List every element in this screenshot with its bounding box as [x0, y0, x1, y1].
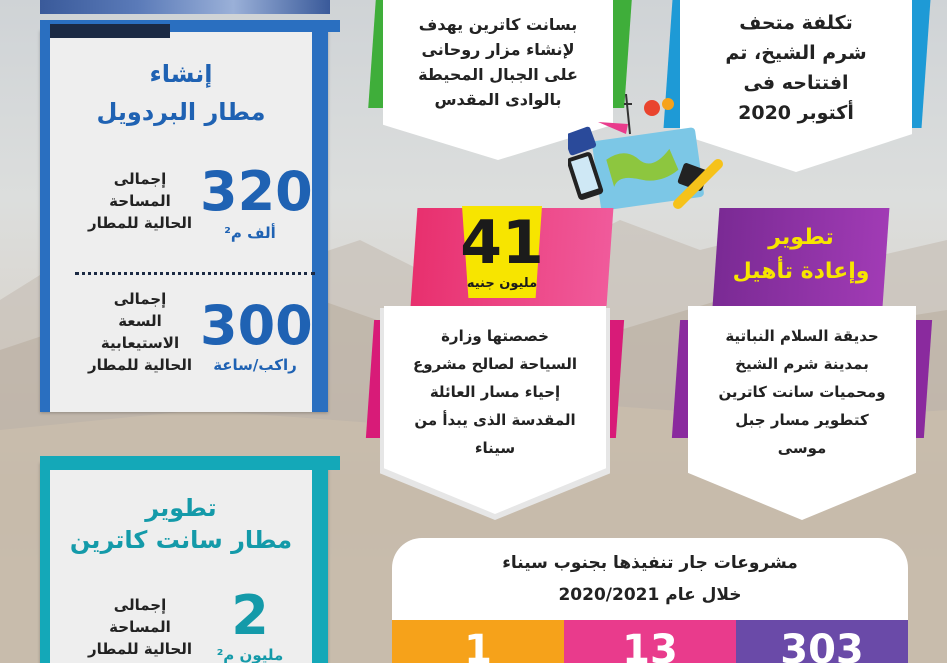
develop-line1: تطوير — [768, 225, 834, 250]
card2-stat1-desc — [80, 594, 200, 660]
text-line: حديقة السلام النباتية — [725, 327, 879, 345]
ministry-text — [388, 322, 602, 462]
develop-line2: وإعادة تأهيل — [732, 259, 870, 284]
text-line: كتطوير مسار جبل — [735, 411, 869, 429]
amount-unit: مليون جنيه — [466, 276, 538, 291]
card1-stat1-desc — [80, 168, 200, 234]
card2-subheading: مطار سانت كاترين — [69, 526, 293, 554]
desc-line: السعة — [118, 312, 162, 330]
project-count-bars — [392, 620, 908, 663]
card1-stat2-unit: راكب/ساعة — [213, 356, 297, 374]
card1-stat2-desc — [80, 288, 200, 376]
count-bar-pink — [564, 620, 736, 663]
text-line: المقدسة الذى يبدأ من — [414, 411, 576, 429]
text-line: موسى — [777, 439, 827, 457]
card1-stat1-unit: ألف م² — [224, 224, 276, 242]
text-line: شرم الشيخ، تم — [725, 42, 867, 64]
count-bar-purple — [736, 620, 908, 663]
text-line: تكلفة متحف — [739, 12, 853, 34]
text-line: ومحميات سانت كاترين — [718, 383, 886, 401]
card2-stat1-unit: مليون م² — [216, 646, 284, 663]
card2-heading: تطوير — [145, 494, 217, 522]
text-line: خصصتها وزارة — [441, 327, 549, 345]
building-photo-strip — [40, 0, 330, 14]
text-line: بسانت كاترين يهدف — [418, 15, 578, 34]
ongoing-projects-subtitle: خلال عام 2020/2021 — [558, 585, 742, 605]
desc-line: الحالية للمطار — [88, 356, 192, 374]
desc-line: الحالية للمطار — [88, 640, 192, 658]
card1-stat1-value: 320 — [200, 160, 313, 223]
card-header-bar — [50, 24, 170, 38]
card1-stat2-value: 300 — [200, 294, 313, 357]
text-line: افتتاحه فى — [743, 72, 849, 94]
bardawil-airport-card — [40, 30, 328, 412]
travel-map-illustration — [568, 94, 728, 226]
text-line: لإنشاء مزار روحانى — [421, 40, 575, 59]
desc-line: إجمالى — [113, 290, 167, 308]
text-line: بالوادى المقدس — [434, 90, 562, 109]
card1-heading: إنشاء — [149, 60, 213, 88]
text-line: أكتوبر 2020 — [738, 102, 854, 124]
ongoing-projects-title: مشروعات جار تنفيذها بجنوب سيناء — [502, 553, 798, 573]
amount-value: 41 — [460, 208, 544, 278]
text-line: بمدينة شرم الشيخ — [735, 355, 869, 373]
desc-line: إجمالى — [113, 596, 167, 614]
desc-line: المساحة — [109, 618, 171, 636]
card2-stat1-value: 2 — [231, 584, 269, 647]
count-bar-orange — [392, 620, 564, 663]
count-value: 1 — [464, 627, 492, 663]
desc-line: الاستيعابية — [100, 334, 180, 352]
desc-line: المساحة — [109, 192, 171, 210]
desc-line: الحالية للمطار — [88, 214, 192, 232]
garden-text — [692, 322, 912, 462]
desc-line: إجمالى — [113, 170, 167, 188]
text-line: سيناء — [474, 439, 516, 457]
card1-subheading: مطار البردويل — [96, 98, 266, 126]
count-value: 13 — [622, 627, 678, 663]
divider-dotted — [75, 272, 315, 275]
text-line: إحياء مسار العائلة — [429, 383, 561, 401]
text-line: السياحة لصالح مشروع — [412, 355, 578, 373]
st-catherine-airport-card — [40, 462, 328, 663]
text-line: على الجبال المحيطة — [418, 65, 578, 84]
count-value: 303 — [780, 627, 864, 663]
